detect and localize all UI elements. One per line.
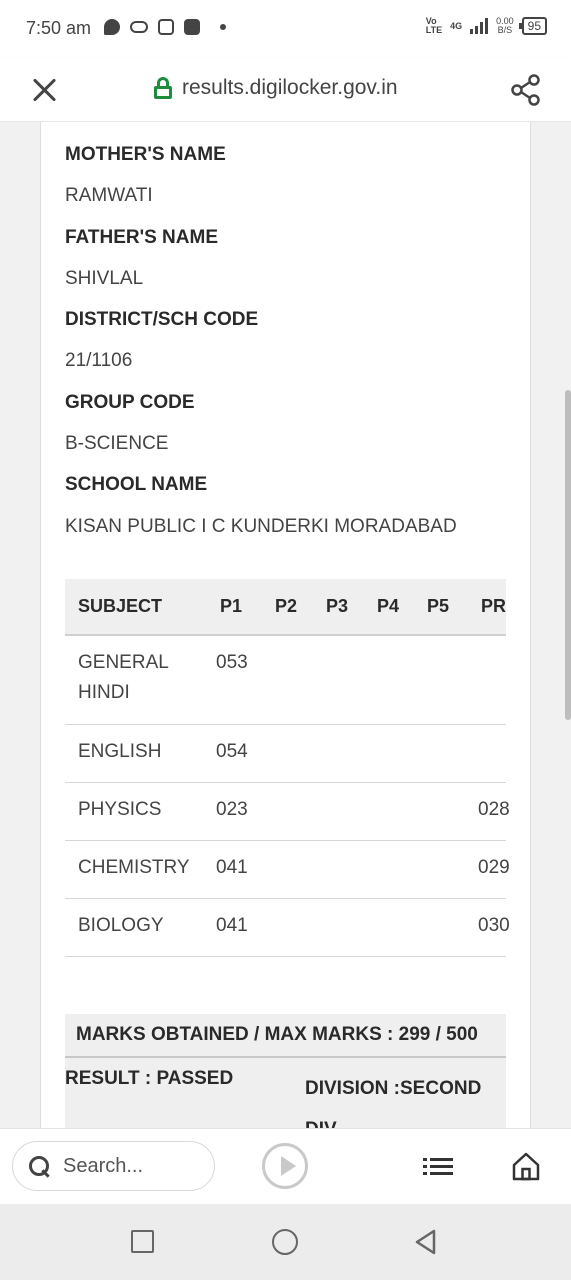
web-content[interactable] [0,122,571,1128]
header-p1: P1 [220,596,243,616]
table-row [65,841,510,899]
system-icons [426,17,547,35]
school-name-label: SCHOOL NAME [65,474,208,495]
school-name-value: KISAN PUBLIC I C KUNDERKI MORADABAD [65,516,457,537]
pr-cell: 028 [478,799,510,820]
header-subject: SUBJECT [78,596,163,616]
subject-cell: BIOLOGY [78,915,164,936]
network-type: 4G [450,21,463,31]
close-icon[interactable] [30,76,58,104]
division-status: DIVISION :SECOND [305,1078,482,1099]
search-input[interactable] [12,1141,215,1191]
signal-icon [470,18,488,34]
p1-cell: 054 [216,741,248,762]
more-notifications-icon [220,24,226,30]
status-time: 7:50 am [26,18,92,38]
subject-cell: ENGLISH [78,741,162,762]
father-name-value: SHIVLAL [65,268,144,289]
browser-bottom-bar [0,1128,571,1204]
system-nav-bar [0,1204,571,1280]
data-speed: 0.00 B/S [496,16,514,35]
pr-cell: 029 [478,857,510,878]
lock-icon [154,77,172,99]
p1-cell: 023 [216,799,248,820]
share-icon[interactable] [511,74,541,106]
notification-icons [104,19,226,35]
district-code-value: 21/1106 [65,350,133,371]
play-icon[interactable] [262,1143,308,1189]
volte-label: Vo LTE [425,16,443,35]
instagram-icon [158,19,174,35]
subject-cell: CHEMISTRY [78,857,190,878]
battery-icon [522,17,547,35]
p1-cell: 053 [216,652,248,673]
office-icon [184,19,200,35]
subject-cell: PHYSICS [78,799,162,820]
marks-table[interactable] [65,579,510,957]
header-p4: P4 [377,596,400,616]
home-icon[interactable] [511,1151,541,1181]
chat-notification-icon [104,19,120,35]
address-bar[interactable] [154,76,398,100]
p1-cell: 041 [216,915,248,936]
home-nav-icon[interactable] [272,1229,298,1255]
url-text: results.digilocker.gov.in [182,76,398,99]
subject-cell-line2: HINDI [78,682,130,703]
browser-toolbar [0,58,571,122]
subject-cell: GENERAL [78,652,169,673]
search-placeholder: Search... [63,1155,144,1177]
recent-apps-icon[interactable] [131,1230,154,1253]
district-code-label: DISTRICT/SCH CODE [65,309,259,330]
page-scrollbar[interactable] [565,390,571,720]
pr-cell: 030 [478,915,510,936]
battery-level: 95 [527,19,541,33]
result-status: RESULT : PASSED [65,1068,234,1089]
table-row [65,636,506,725]
group-code-value: B-SCIENCE [65,433,169,454]
table-header [65,579,506,636]
search-icon [29,1156,51,1178]
list-menu-icon[interactable] [423,1158,453,1178]
back-icon[interactable] [414,1229,438,1255]
result-row [65,1058,506,1138]
group-code-label: GROUP CODE [65,392,195,413]
status-bar [0,0,571,58]
header-p3: P3 [326,596,349,616]
marks-obtained-text: MARKS OBTAINED / MAX MARKS : 299 / 500 [76,1024,478,1045]
table-row [65,899,510,957]
mother-name-value: RAMWATI [65,185,153,206]
mother-name-label: MOTHER'S NAME [65,144,226,165]
table-row [65,783,510,841]
header-pr: PR [481,596,507,616]
p1-cell: 041 [216,857,248,878]
header-p2: P2 [275,596,298,616]
marks-summary [65,1014,506,1058]
game-notification-icon [130,21,148,33]
father-name-label: FATHER'S NAME [65,227,219,248]
table-row [65,725,506,783]
header-p5: P5 [427,596,450,616]
